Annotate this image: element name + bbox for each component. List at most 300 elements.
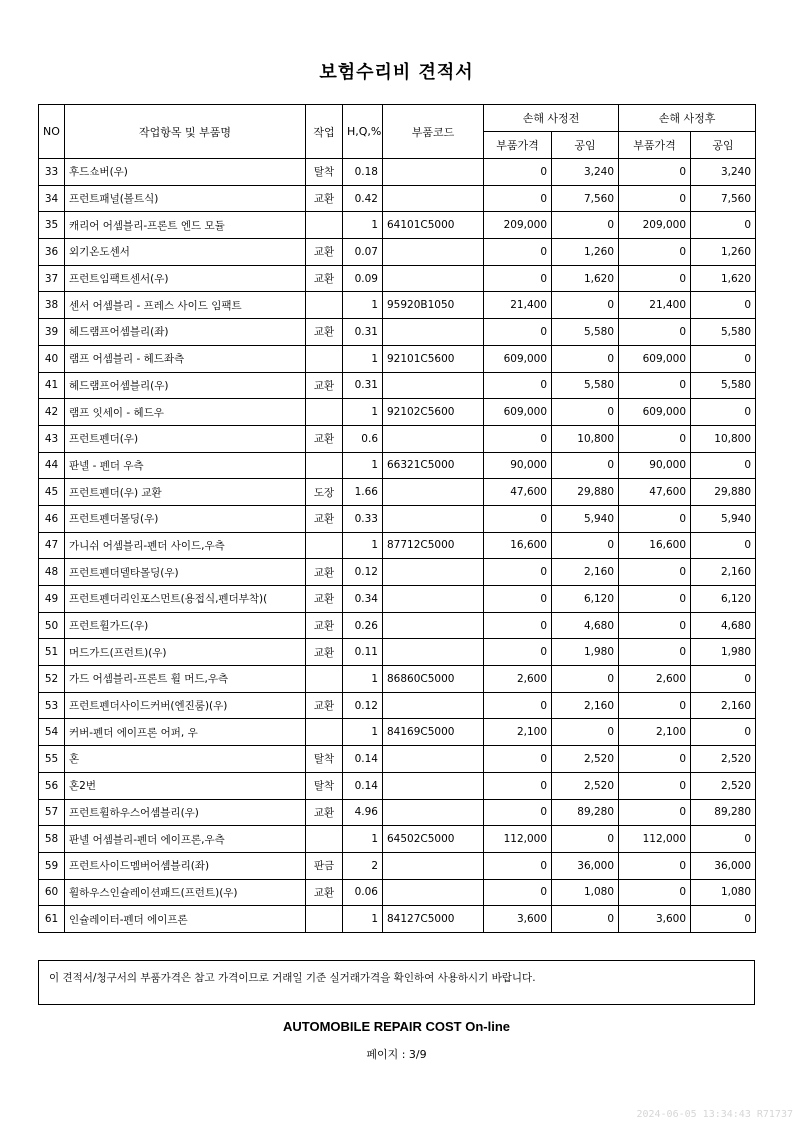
row-item-name: 프런트사이드멤버어셈블리(좌)	[65, 852, 306, 879]
row-part-price-before: 2,600	[484, 666, 552, 693]
table-row	[39, 479, 756, 506]
row-work-type: 탈착	[306, 159, 343, 186]
row-part-price-before: 0	[484, 559, 552, 586]
table-row	[39, 852, 756, 879]
row-labor-after: 0	[691, 666, 756, 693]
row-part-price-after: 0	[619, 505, 691, 532]
row-labor-before: 5,580	[552, 319, 619, 346]
row-part-price-after: 2,600	[619, 666, 691, 693]
row-no: 53	[39, 692, 65, 719]
row-work-type: 교환	[306, 425, 343, 452]
table-row	[39, 425, 756, 452]
row-part-price-before: 21,400	[484, 292, 552, 319]
row-labor-before: 0	[552, 212, 619, 239]
row-labor-after: 0	[691, 826, 756, 853]
row-part-price-before: 0	[484, 612, 552, 639]
row-part-price-after: 609,000	[619, 399, 691, 426]
table-row	[39, 906, 756, 933]
table-row	[39, 612, 756, 639]
row-labor-after: 0	[691, 906, 756, 933]
row-part-price-after: 0	[619, 265, 691, 292]
row-labor-after: 1,620	[691, 265, 756, 292]
row-work-type: 교환	[306, 612, 343, 639]
row-no: 35	[39, 212, 65, 239]
row-labor-before: 4,680	[552, 612, 619, 639]
row-hq: 1	[343, 532, 383, 559]
row-no: 58	[39, 826, 65, 853]
row-part-price-before: 0	[484, 799, 552, 826]
row-part-code	[383, 852, 484, 879]
row-part-code	[383, 692, 484, 719]
row-part-price-before: 0	[484, 425, 552, 452]
row-hq: 0.18	[343, 159, 383, 186]
row-item-name: 프런트펜더몰딩(우)	[65, 505, 306, 532]
row-labor-after: 2,520	[691, 746, 756, 773]
row-labor-before: 2,160	[552, 692, 619, 719]
footer-title: AUTOMOBILE REPAIR COST On-line	[282, 1019, 511, 1034]
row-part-code	[383, 185, 484, 212]
row-part-price-after: 0	[619, 185, 691, 212]
table-row	[39, 399, 756, 426]
row-labor-before: 1,260	[552, 239, 619, 266]
row-hq: 0.14	[343, 772, 383, 799]
row-part-price-before: 0	[484, 746, 552, 773]
row-work-type	[306, 666, 343, 693]
row-no: 44	[39, 452, 65, 479]
row-item-name: 판넬 어셈블리-펜더 에이프론,우측	[65, 826, 306, 853]
row-no: 41	[39, 372, 65, 399]
row-hq: 0.34	[343, 586, 383, 613]
row-item-name: 휠하우스인슐레이션패드(프런트)(우)	[65, 879, 306, 906]
row-part-code	[383, 586, 484, 613]
row-part-code	[383, 319, 484, 346]
row-part-price-after: 0	[619, 612, 691, 639]
row-labor-before: 0	[552, 452, 619, 479]
row-part-price-before: 0	[484, 772, 552, 799]
row-item-name: 외기온도센서	[65, 239, 306, 266]
row-part-price-after: 47,600	[619, 479, 691, 506]
row-part-price-before: 3,600	[484, 906, 552, 933]
row-part-price-before: 609,000	[484, 345, 552, 372]
row-work-type	[306, 826, 343, 853]
row-hq: 0.42	[343, 185, 383, 212]
row-no: 61	[39, 906, 65, 933]
row-item-name: 프런트휠하우스어셈블리(우)	[65, 799, 306, 826]
table-row	[39, 826, 756, 853]
row-part-price-after: 0	[619, 852, 691, 879]
row-labor-after: 0	[691, 292, 756, 319]
estimate-rows	[39, 159, 756, 933]
row-part-code: 64101C5000	[383, 212, 484, 239]
row-hq: 0.07	[343, 239, 383, 266]
row-labor-after: 5,580	[691, 319, 756, 346]
row-hq: 0.26	[343, 612, 383, 639]
row-hq: 1	[343, 452, 383, 479]
row-item-name: 헤드램프어셈블리(우)	[65, 372, 306, 399]
row-part-price-before: 112,000	[484, 826, 552, 853]
row-work-type: 교환	[306, 319, 343, 346]
row-hq: 0.31	[343, 372, 383, 399]
row-no: 51	[39, 639, 65, 666]
row-hq: 0.12	[343, 692, 383, 719]
row-part-price-after: 112,000	[619, 826, 691, 853]
row-item-name: 프런트휠가드(우)	[65, 612, 306, 639]
row-labor-before: 2,520	[552, 772, 619, 799]
row-part-code	[383, 559, 484, 586]
row-part-code	[383, 479, 484, 506]
table-row	[39, 212, 756, 239]
table-row	[39, 505, 756, 532]
header-part-price-before: 부품가격	[484, 132, 552, 159]
row-work-type: 도장	[306, 479, 343, 506]
row-no: 59	[39, 852, 65, 879]
row-part-code	[383, 425, 484, 452]
row-part-price-before: 90,000	[484, 452, 552, 479]
row-part-code	[383, 612, 484, 639]
table-row	[39, 185, 756, 212]
row-part-price-before: 209,000	[484, 212, 552, 239]
row-labor-before: 29,880	[552, 479, 619, 506]
row-hq: 2	[343, 852, 383, 879]
header-labor-after: 공임	[691, 132, 756, 159]
row-labor-after: 1,080	[691, 879, 756, 906]
row-part-code	[383, 799, 484, 826]
row-hq: 1	[343, 666, 383, 693]
row-labor-before: 1,980	[552, 639, 619, 666]
row-part-price-before: 0	[484, 692, 552, 719]
row-no: 33	[39, 159, 65, 186]
row-part-code: 86860C5000	[383, 666, 484, 693]
row-item-name: 램프 어셈블리 - 헤드좌측	[65, 345, 306, 372]
row-hq: 0.06	[343, 879, 383, 906]
row-work-type	[306, 345, 343, 372]
row-part-price-after: 3,600	[619, 906, 691, 933]
row-hq: 0.31	[343, 319, 383, 346]
row-labor-before: 5,940	[552, 505, 619, 532]
table-row	[39, 746, 756, 773]
row-part-price-before: 16,600	[484, 532, 552, 559]
row-labor-before: 7,560	[552, 185, 619, 212]
table-row	[39, 452, 756, 479]
row-hq: 1	[343, 292, 383, 319]
row-part-code	[383, 505, 484, 532]
row-no: 47	[39, 532, 65, 559]
row-item-name: 가드 어셈블리-프론트 휠 머드,우측	[65, 666, 306, 693]
table-row	[39, 666, 756, 693]
header-labor-before: 공임	[552, 132, 619, 159]
table-row	[39, 879, 756, 906]
row-part-price-before: 0	[484, 639, 552, 666]
row-labor-before: 6,120	[552, 586, 619, 613]
row-part-price-before: 0	[484, 319, 552, 346]
row-part-price-before: 0	[484, 185, 552, 212]
row-work-type: 판금	[306, 852, 343, 879]
row-labor-after: 2,520	[691, 772, 756, 799]
row-hq: 0.6	[343, 425, 383, 452]
row-part-code	[383, 265, 484, 292]
row-work-type: 교환	[306, 879, 343, 906]
row-no: 57	[39, 799, 65, 826]
price-notice: 이 견적서/청구서의 부품가격은 참고 가격이므로 거래일 기준 실거래가격을 확인하여 사용하시기 바랍니다.	[38, 960, 755, 1005]
row-part-price-after: 0	[619, 372, 691, 399]
table-row	[39, 772, 756, 799]
row-part-code: 95920B1050	[383, 292, 484, 319]
header-part-price-after: 부품가격	[619, 132, 691, 159]
row-labor-before: 1,080	[552, 879, 619, 906]
document-title: 보험수리비 견적서	[319, 62, 474, 83]
estimate-table	[38, 104, 756, 933]
row-no: 34	[39, 185, 65, 212]
row-labor-before: 36,000	[552, 852, 619, 879]
row-labor-after: 5,580	[691, 372, 756, 399]
row-part-price-after: 21,400	[619, 292, 691, 319]
row-part-price-before: 0	[484, 159, 552, 186]
row-labor-before: 0	[552, 906, 619, 933]
row-part-price-before: 0	[484, 372, 552, 399]
row-item-name: 프런트패널(볼트식)	[65, 185, 306, 212]
row-hq: 1	[343, 399, 383, 426]
row-labor-after: 2,160	[691, 692, 756, 719]
row-no: 37	[39, 265, 65, 292]
row-hq: 1.66	[343, 479, 383, 506]
row-part-price-before: 47,600	[484, 479, 552, 506]
row-part-price-after: 0	[619, 159, 691, 186]
row-part-code: 87712C5000	[383, 532, 484, 559]
row-labor-after: 1,980	[691, 639, 756, 666]
row-no: 39	[39, 319, 65, 346]
row-labor-before: 2,160	[552, 559, 619, 586]
row-part-code	[383, 239, 484, 266]
row-no: 60	[39, 879, 65, 906]
row-no: 56	[39, 772, 65, 799]
row-hq: 1	[343, 345, 383, 372]
table-row	[39, 345, 756, 372]
row-item-name: 커버-펜더 에이프론 어퍼, 우	[65, 719, 306, 746]
row-work-type	[306, 212, 343, 239]
row-work-type	[306, 452, 343, 479]
row-work-type	[306, 532, 343, 559]
header-after-adjustment: 손해 사정후	[619, 105, 756, 132]
table-row	[39, 799, 756, 826]
row-item-name: 프런트펜더사이드커버(엔진룸)(우)	[65, 692, 306, 719]
print-timestamp: 2024-06-05 13:34:43 R71737	[636, 1109, 793, 1120]
row-part-price-after: 0	[619, 239, 691, 266]
row-no: 52	[39, 666, 65, 693]
row-part-price-before: 609,000	[484, 399, 552, 426]
row-part-code	[383, 159, 484, 186]
row-labor-before: 5,580	[552, 372, 619, 399]
row-labor-after: 0	[691, 452, 756, 479]
row-work-type: 교환	[306, 692, 343, 719]
row-part-price-after: 0	[619, 879, 691, 906]
row-hq: 0.33	[343, 505, 383, 532]
header-item: 작업항목 및 부품명	[65, 105, 306, 159]
row-work-type: 교환	[306, 505, 343, 532]
row-hq: 1	[343, 906, 383, 933]
row-no: 50	[39, 612, 65, 639]
row-hq: 1	[343, 826, 383, 853]
row-no: 38	[39, 292, 65, 319]
row-hq: 0.09	[343, 265, 383, 292]
row-part-price-after: 0	[619, 692, 691, 719]
row-no: 43	[39, 425, 65, 452]
row-hq: 0.11	[343, 639, 383, 666]
row-work-type	[306, 906, 343, 933]
row-no: 45	[39, 479, 65, 506]
row-labor-after: 7,560	[691, 185, 756, 212]
row-hq: 1	[343, 719, 383, 746]
row-item-name: 프런트펜더(우) 교환	[65, 479, 306, 506]
header-no: NO	[39, 105, 65, 159]
row-item-name: 혼2번	[65, 772, 306, 799]
row-part-code	[383, 879, 484, 906]
row-item-name: 센서 어셈블리 - 프레스 사이드 임팩트	[65, 292, 306, 319]
row-part-price-after: 90,000	[619, 452, 691, 479]
row-part-price-after: 0	[619, 425, 691, 452]
row-part-price-before: 0	[484, 879, 552, 906]
row-work-type: 탈착	[306, 746, 343, 773]
row-part-code	[383, 772, 484, 799]
row-work-type: 교환	[306, 185, 343, 212]
row-no: 49	[39, 586, 65, 613]
row-part-code: 92101C5600	[383, 345, 484, 372]
row-item-name: 인슐레이터-펜더 에이프론	[65, 906, 306, 933]
row-no: 55	[39, 746, 65, 773]
row-part-price-before: 0	[484, 852, 552, 879]
row-work-type	[306, 292, 343, 319]
row-no: 54	[39, 719, 65, 746]
row-part-price-after: 209,000	[619, 212, 691, 239]
row-item-name: 램프 잇세이 - 헤드우	[65, 399, 306, 426]
row-part-price-before: 0	[484, 586, 552, 613]
row-part-code: 84127C5000	[383, 906, 484, 933]
row-item-name: 캐리어 어셈블리-프론트 엔드 모듈	[65, 212, 306, 239]
row-labor-before: 0	[552, 399, 619, 426]
row-part-code	[383, 746, 484, 773]
row-item-name: 헤드램프어셈블리(좌)	[65, 319, 306, 346]
row-part-price-before: 0	[484, 505, 552, 532]
row-work-type: 교환	[306, 265, 343, 292]
row-labor-after: 0	[691, 399, 756, 426]
row-no: 46	[39, 505, 65, 532]
row-no: 40	[39, 345, 65, 372]
row-part-code: 92102C5600	[383, 399, 484, 426]
row-part-price-before: 2,100	[484, 719, 552, 746]
row-hq: 0.12	[343, 559, 383, 586]
row-labor-after: 3,240	[691, 159, 756, 186]
row-labor-before: 0	[552, 292, 619, 319]
row-item-name: 머드가드(프런트)(우)	[65, 639, 306, 666]
table-row	[39, 159, 756, 186]
row-part-code: 84169C5000	[383, 719, 484, 746]
row-item-name: 프런트펜더델타몰딩(우)	[65, 559, 306, 586]
header-before-adjustment: 손해 사정전	[484, 105, 619, 132]
row-part-price-after: 0	[619, 799, 691, 826]
row-item-name: 판넬 - 펜더 우측	[65, 452, 306, 479]
row-labor-after: 4,680	[691, 612, 756, 639]
row-part-price-after: 16,600	[619, 532, 691, 559]
row-work-type: 교환	[306, 239, 343, 266]
row-part-code: 66321C5000	[383, 452, 484, 479]
page-number: 페이지 : 3/9	[366, 1048, 427, 1061]
row-part-price-after: 2,100	[619, 719, 691, 746]
row-work-type	[306, 399, 343, 426]
row-work-type	[306, 719, 343, 746]
row-hq: 1	[343, 212, 383, 239]
row-part-price-after: 0	[619, 559, 691, 586]
table-row	[39, 719, 756, 746]
row-part-code	[383, 639, 484, 666]
row-no: 48	[39, 559, 65, 586]
row-work-type: 탈착	[306, 772, 343, 799]
row-labor-before: 0	[552, 532, 619, 559]
row-item-name: 후드쇼버(우)	[65, 159, 306, 186]
table-row	[39, 639, 756, 666]
row-no: 42	[39, 399, 65, 426]
row-labor-before: 0	[552, 345, 619, 372]
row-work-type: 교환	[306, 586, 343, 613]
header-hq: H,Q,%	[343, 105, 383, 159]
row-item-name: 혼	[65, 746, 306, 773]
row-labor-before: 89,280	[552, 799, 619, 826]
row-labor-before: 10,800	[552, 425, 619, 452]
header-part-code: 부품코드	[383, 105, 484, 159]
row-labor-after: 0	[691, 345, 756, 372]
row-labor-after: 2,160	[691, 559, 756, 586]
row-hq: 4.96	[343, 799, 383, 826]
row-work-type: 교환	[306, 799, 343, 826]
row-labor-after: 0	[691, 719, 756, 746]
row-item-name: 프런트펜더리인포스먼트(용접식,펜더부착)(	[65, 586, 306, 613]
row-labor-after: 0	[691, 212, 756, 239]
row-work-type: 교환	[306, 559, 343, 586]
row-labor-before: 2,520	[552, 746, 619, 773]
row-part-code	[383, 372, 484, 399]
row-labor-after: 5,940	[691, 505, 756, 532]
table-row	[39, 239, 756, 266]
row-part-price-after: 609,000	[619, 345, 691, 372]
row-labor-before: 0	[552, 719, 619, 746]
row-labor-after: 29,880	[691, 479, 756, 506]
row-part-price-after: 0	[619, 639, 691, 666]
row-part-price-after: 0	[619, 746, 691, 773]
row-labor-after: 36,000	[691, 852, 756, 879]
table-row	[39, 265, 756, 292]
table-row	[39, 559, 756, 586]
row-labor-after: 89,280	[691, 799, 756, 826]
row-labor-after: 1,260	[691, 239, 756, 266]
row-hq: 0.14	[343, 746, 383, 773]
table-row	[39, 372, 756, 399]
row-labor-before: 0	[552, 826, 619, 853]
row-labor-before: 3,240	[552, 159, 619, 186]
row-part-price-before: 0	[484, 265, 552, 292]
table-row	[39, 292, 756, 319]
row-work-type: 교환	[306, 372, 343, 399]
row-part-price-before: 0	[484, 239, 552, 266]
row-labor-after: 6,120	[691, 586, 756, 613]
row-item-name: 프런트펜더(우)	[65, 425, 306, 452]
table-row	[39, 692, 756, 719]
row-work-type: 교환	[306, 639, 343, 666]
row-no: 36	[39, 239, 65, 266]
table-row	[39, 532, 756, 559]
row-labor-before: 0	[552, 666, 619, 693]
row-part-code: 64502C5000	[383, 826, 484, 853]
row-labor-before: 1,620	[552, 265, 619, 292]
row-part-price-after: 0	[619, 772, 691, 799]
row-part-price-after: 0	[619, 586, 691, 613]
